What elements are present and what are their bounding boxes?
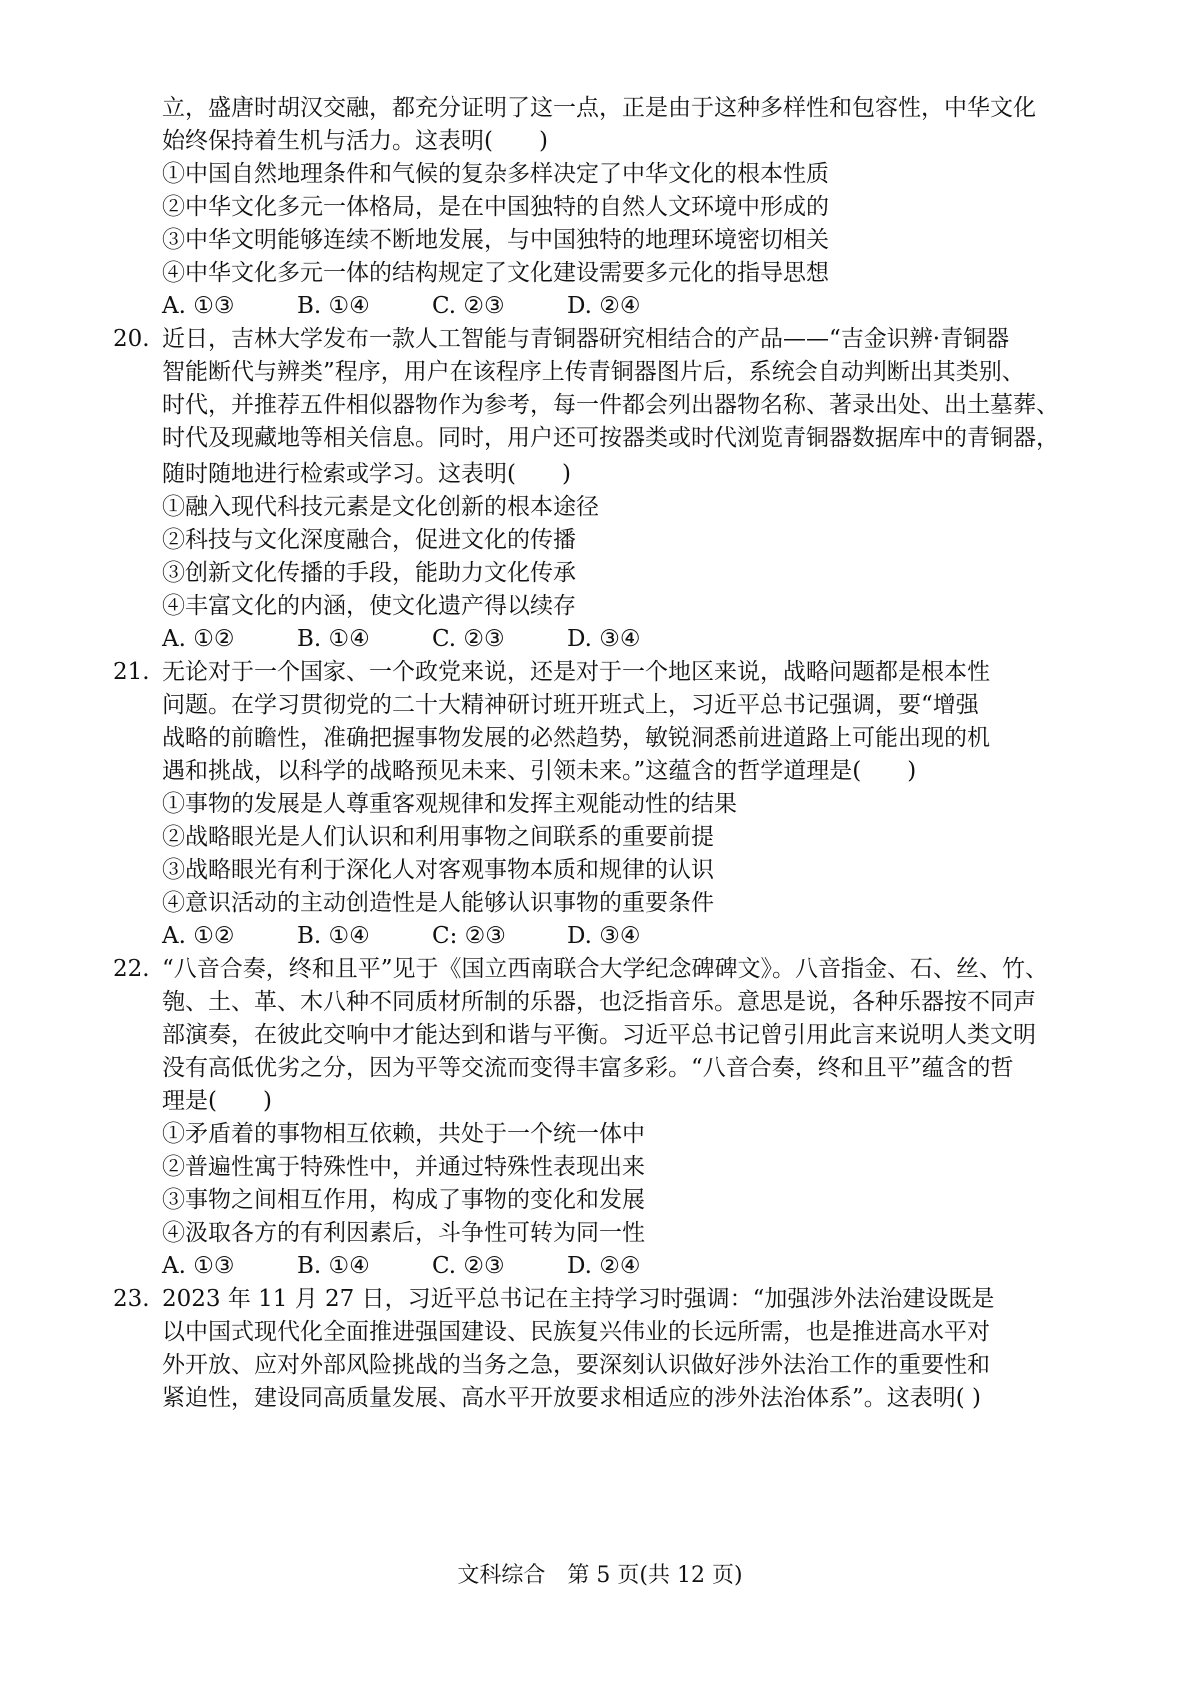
q22-text-line: 部演奏，在彼此交响中才能达到和谐与平衡。习近平总书记曾引用此言来说明人类文明 (162, 1022, 1036, 1048)
q19-option-c[interactable]: C. ②③ (432, 293, 505, 319)
q20-option-d[interactable]: D. ③④ (567, 626, 641, 652)
q20-text-line: 近日，吉林大学发布一款人工智能与青铜器研究相结合的产品——“吉金识辨·青铜器 (162, 326, 1010, 352)
q23-text-line: 2023 年 11 月 27 日，习近平总书记在主持学习时强调：“加强涉外法治建设既是 (162, 1286, 995, 1312)
q20-statement: ②科技与文化深度融合，促进文化的传播 (162, 527, 576, 553)
page-footer: 文科综合 第 5 页(共 12 页) (457, 1563, 743, 1588)
q19-statement: ②中华文化多元一体格局，是在中国独特的自然人文环境中形成的 (162, 194, 829, 220)
q19-statement: ③中华文明能够连续不断地发展，与中国独特的地理环境密切相关 (162, 227, 829, 253)
q21-statement: ②战略眼光是人们认识和利用事物之间联系的重要前提 (162, 824, 714, 850)
q23-number: 23. (113, 1286, 150, 1312)
q19-option-a[interactable]: A. ①③ (162, 293, 235, 319)
q20-option-b[interactable]: B. ①④ (297, 626, 370, 652)
q23-text-line: 紧迫性，建设同高质量发展、高水平开放要求相适应的涉外法治体系”。这表明( ) (162, 1385, 982, 1411)
q22-statement: ④汲取各方的有利因素后，斗争性可转为同一性 (162, 1220, 645, 1246)
q21-option-a[interactable]: A. ①② (162, 923, 235, 949)
q21-text-line: 无论对于一个国家、一个政党来说，还是对于一个地区来说，战略问题都是根本性 (162, 659, 990, 685)
q22-text-line: 理是( ) (162, 1088, 272, 1114)
q22-option-a[interactable]: A. ①③ (162, 1253, 235, 1279)
q20-number: 20. (113, 326, 150, 352)
q22-statement: ①矛盾着的事物相互依赖，共处于一个统一体中 (162, 1121, 645, 1147)
q21-option-b[interactable]: B. ①④ (297, 923, 370, 949)
q20-option-c[interactable]: C. ②③ (432, 626, 505, 652)
q21-statement: ④意识活动的主动创造性是人能够认识事物的重要条件 (162, 890, 714, 916)
q19-text-line: 立，盛唐时胡汉交融，都充分证明了这一点，正是由于这种多样性和包容性，中华文化 (162, 95, 1036, 121)
q19-statement: ①中国自然地理条件和气候的复杂多样决定了中华文化的根本性质 (162, 161, 829, 187)
q22-options (162, 1250, 1122, 1283)
q20-statement: ①融入现代科技元素是文化创新的根本途径 (162, 494, 599, 520)
q21-option-d[interactable]: D. ③④ (567, 923, 641, 949)
q21-options (162, 920, 1122, 953)
q20-text-line: 智能断代与辨类”程序，用户在该程序上传青铜器图片后，系统会自动判断出其类别、 (162, 359, 1025, 385)
q21-text-line: 问题。在学习贯彻党的二十大精神研讨班开班式上，习近平总书记强调，要“增强 (162, 692, 979, 718)
q20-text-line: 时代及现藏地等相关信息。同时，用户还可按器类或时代浏览青铜器数据库中的青铜器， (162, 425, 1059, 451)
q21-statement: ①事物的发展是人尊重客观规律和发挥主观能动性的结果 (162, 791, 737, 817)
q22-text-line: 没有高低优劣之分，因为平等交流而变得丰富多彩。“八音合奏，终和且平”蕴含的哲 (162, 1055, 1014, 1081)
q20-statement: ③创新文化传播的手段，能助力文化传承 (162, 560, 576, 586)
q20-text-line: 随时随地进行检索或学习。这表明( ) (162, 461, 571, 487)
q22-text-line: 匏、土、革、木八种不同质材所制的乐器，也泛指音乐。意思是说，各种乐器按不同声 (162, 989, 1036, 1015)
q19-statement: ④中华文化多元一体的结构规定了文化建设需要多元化的指导思想 (162, 260, 829, 286)
q19-option-d[interactable]: D. ②④ (567, 293, 641, 319)
q22-number: 22. (113, 956, 150, 982)
q20-text-line: 时代，并推荐五件相似器物作为参考，每一件都会列出器物名称、著录出处、出土墓葬、 (162, 392, 1059, 418)
q22-option-b[interactable]: B. ①④ (297, 1253, 370, 1279)
q21-text-line: 战略的前瞻性，准确把握事物发展的必然趋势，敏锐洞悉前进道路上可能出现的机 (162, 725, 990, 751)
q23-text-line: 外开放、应对外部风险挑战的当务之急，要深刻认识做好涉外法治工作的重要性和 (162, 1352, 990, 1378)
q21-statement: ③战略眼光有利于深化人对客观事物本质和规律的认识 (162, 857, 714, 883)
q21-number: 21. (113, 659, 150, 685)
q20-option-a[interactable]: A. ①② (162, 626, 235, 652)
q21-text-line: 遇和挑战，以科学的战略预见未来、引领未来。”这蕴含的哲学道理是( ) (162, 758, 917, 784)
q22-option-c[interactable]: C. ②③ (432, 1253, 505, 1279)
q23-text-line: 以中国式现代化全面推进强国建设、民族复兴伟业的长远所需，也是推进高水平对 (162, 1319, 990, 1345)
q20-statement: ④丰富文化的内涵，使文化遗产得以续存 (162, 593, 576, 619)
q19-option-b[interactable]: B. ①④ (297, 293, 370, 319)
q21-option-c[interactable]: C: ②③ (432, 923, 506, 949)
q22-statement: ②普遍性寓于特殊性中，并通过特殊性表现出来 (162, 1154, 645, 1180)
q19-text-line: 始终保持着生机与活力。这表明( ) (162, 128, 548, 154)
q22-text-line: “八音合奏，终和且平”见于《国立西南联合大学纪念碑碑文》。八音指金、石、丝、竹、 (162, 956, 1049, 982)
q20-options (162, 623, 1122, 656)
q22-option-d[interactable]: D. ②④ (567, 1253, 641, 1279)
q22-statement: ③事物之间相互作用，构成了事物的变化和发展 (162, 1187, 645, 1213)
q19-options (162, 290, 1122, 323)
